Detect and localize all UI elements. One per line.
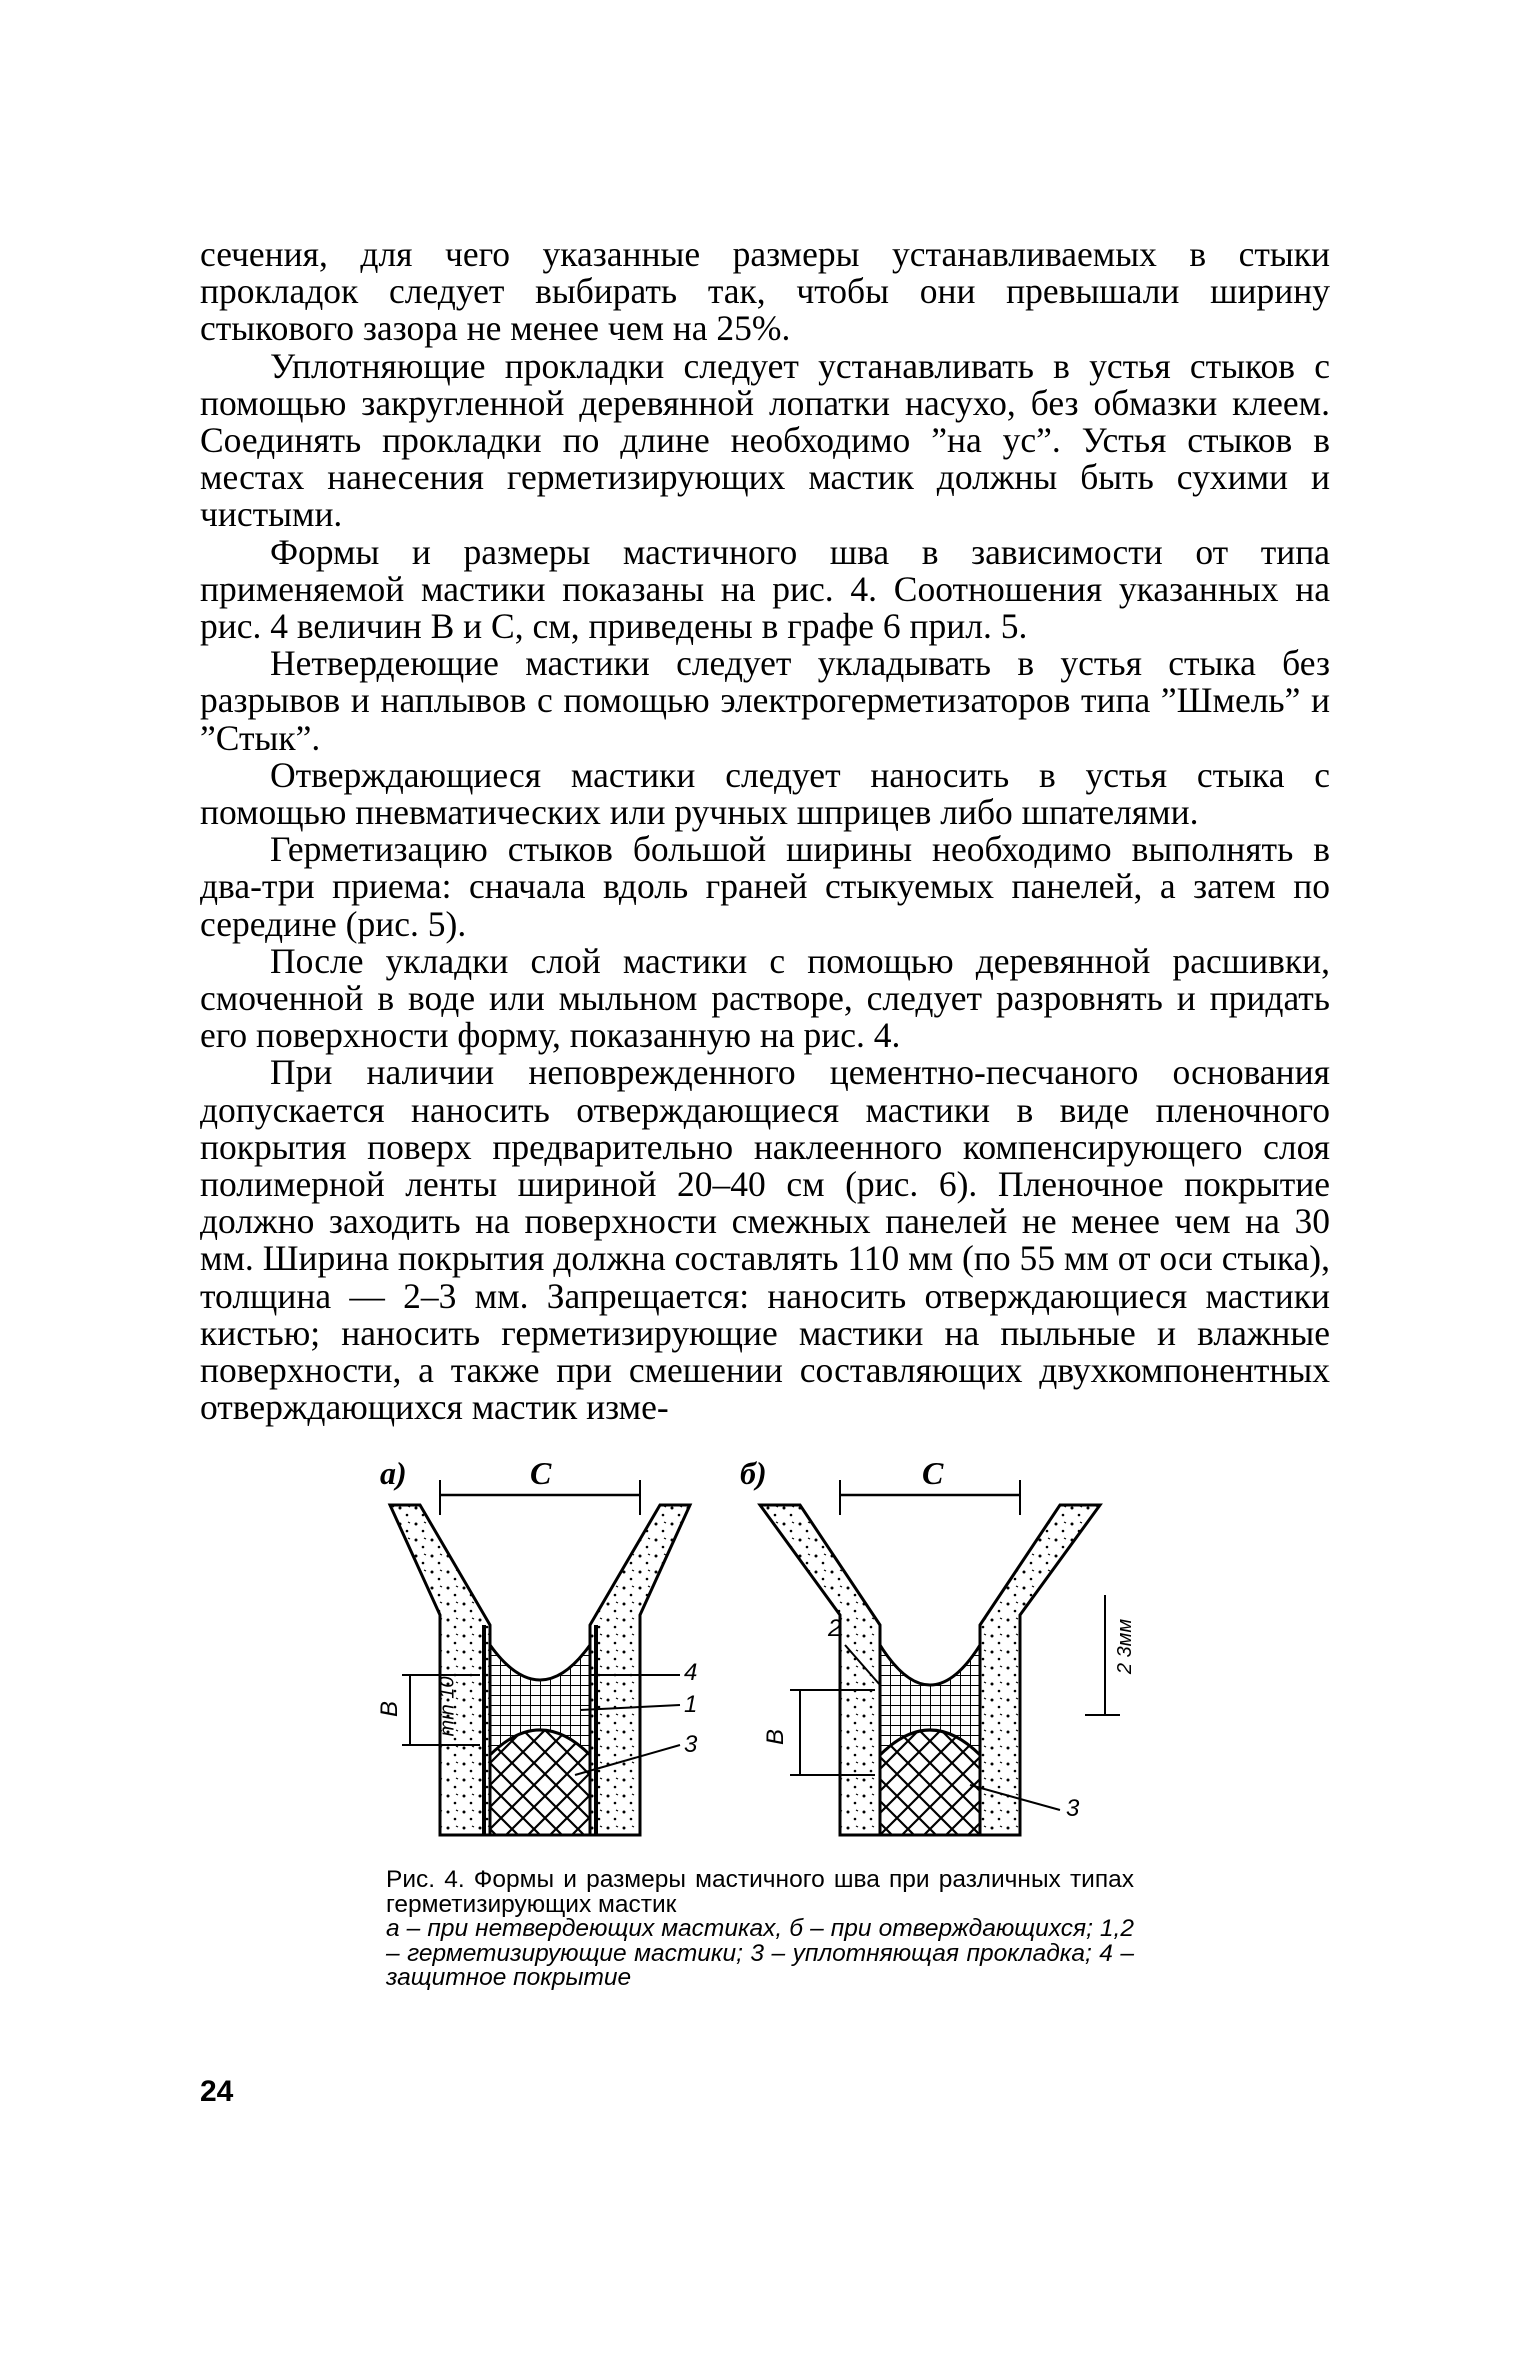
- paragraph: Отверждающиеся мастики следует наносить в устья стыка с помощью пневматических или ручных шприцев либо шпателями.: [200, 754, 1330, 833]
- panel-a-callout-3: 3: [684, 1731, 698, 1758]
- paragraph: сечения, для чего указанные размеры устанавливаемых в стыки прокладок следует выбирать так, чтобы они превышали ширину стыкового зазора не менее чем на 25%.: [200, 234, 1330, 349]
- paragraph: После укладки слой мастики с помощью деревянной расшивки, смоченной в воде или мыльном растворе, следует разровнять и придать его поверхности форму, показанную на рис. 4.: [200, 940, 1330, 1056]
- panel-b-dim-mm: 2 3мм: [1114, 1618, 1137, 1675]
- panel-a-callout-4: 4: [684, 1659, 698, 1686]
- paragraph: Нетвердеющие мастики следует укладывать в устья стыка без разрывов и наплывов с помощью электрогерметизаторов типа ”Шмель” и ”Стык”.: [200, 643, 1330, 758]
- paragraph: При наличии неповрежденного цементно-песчаного основания допускается наносить отверждающиеся мастики в виде пленочного покрытия поверх предварительно наклеенного компенсирующего слоя полимерной ленты шириной 20–40 см (рис. 6). Пленочное покрытие должно заходить на поверхности смежных панелей не менее чем на 30 мм. Ширина покрытия должна составлять 110 мм (по 55 мм от оси стыка), толщина — 2–3 мм. Запрещается: наносить отверждающиеся мастики кистью; наносить герметизирующие мастики на пыльные и влажные поверхности, а также при смешении составляющих двухкомпонентных отверждающихся мастик изме-: [200, 1052, 1330, 1428]
- panel-b-label: б): [740, 1455, 767, 1491]
- figure-drawing: [380, 1455, 1160, 1845]
- caption-legend: а – при нетвердеющих мастиках, б – при отверждающихся; 1,2 – герметизирующие мастики; 3 – уплотняющая прокладка; 4 – защитное покрытие: [386, 1915, 1134, 1991]
- panel-b: [760, 1480, 1120, 1835]
- panel-a-label: а): [380, 1455, 407, 1491]
- figure-caption: [386, 1868, 1134, 1991]
- panel-a-dim-b: B: [376, 1700, 404, 1718]
- panel-b-callout-2: 2: [828, 1615, 842, 1642]
- paragraph: Формы и размеры мастичного шва в зависимости от типа применяемой мастики показаны на рис. 4. Соотношения указанных на рис. 4 величин B и C, см, приведены в графе 6 прил. 5.: [200, 531, 1330, 647]
- paragraph: Уплотняющие прокладки следует устанавливать в устья стыков с помощью закругленной деревянной лопатки насухо, без обмазки клеем. Соединять прокладки по длине необходимо ”на ус”. Устья стыков в местах нанесения герметизирующих мастик должны быть сухими и чистыми.: [200, 345, 1330, 535]
- panel-a-callout-1: 1: [684, 1691, 698, 1718]
- panel-b-dim-c: C: [922, 1455, 944, 1491]
- panel-b-dim-b: B: [762, 1728, 790, 1746]
- body-text: [200, 236, 1330, 1427]
- panel-a-dim-min: min 10: [436, 1676, 459, 1737]
- panel-a: [390, 1480, 690, 1835]
- caption-title: Рис. 4. Формы и размеры мастичного шва при различных типах герметизирующих мастик: [386, 1866, 1134, 1918]
- figure-4: [376, 1455, 1160, 1845]
- panel-b-callout-3: 3: [1066, 1795, 1080, 1822]
- panel-a-dim-c: C: [530, 1455, 552, 1491]
- paragraph: Герметизацию стыков большой ширины необходимо выполнять в два-три приема: сначала вдоль граней стыкуемых панелей, а затем по середине (рис. 5).: [200, 829, 1330, 944]
- page-number: 24: [200, 2075, 234, 2108]
